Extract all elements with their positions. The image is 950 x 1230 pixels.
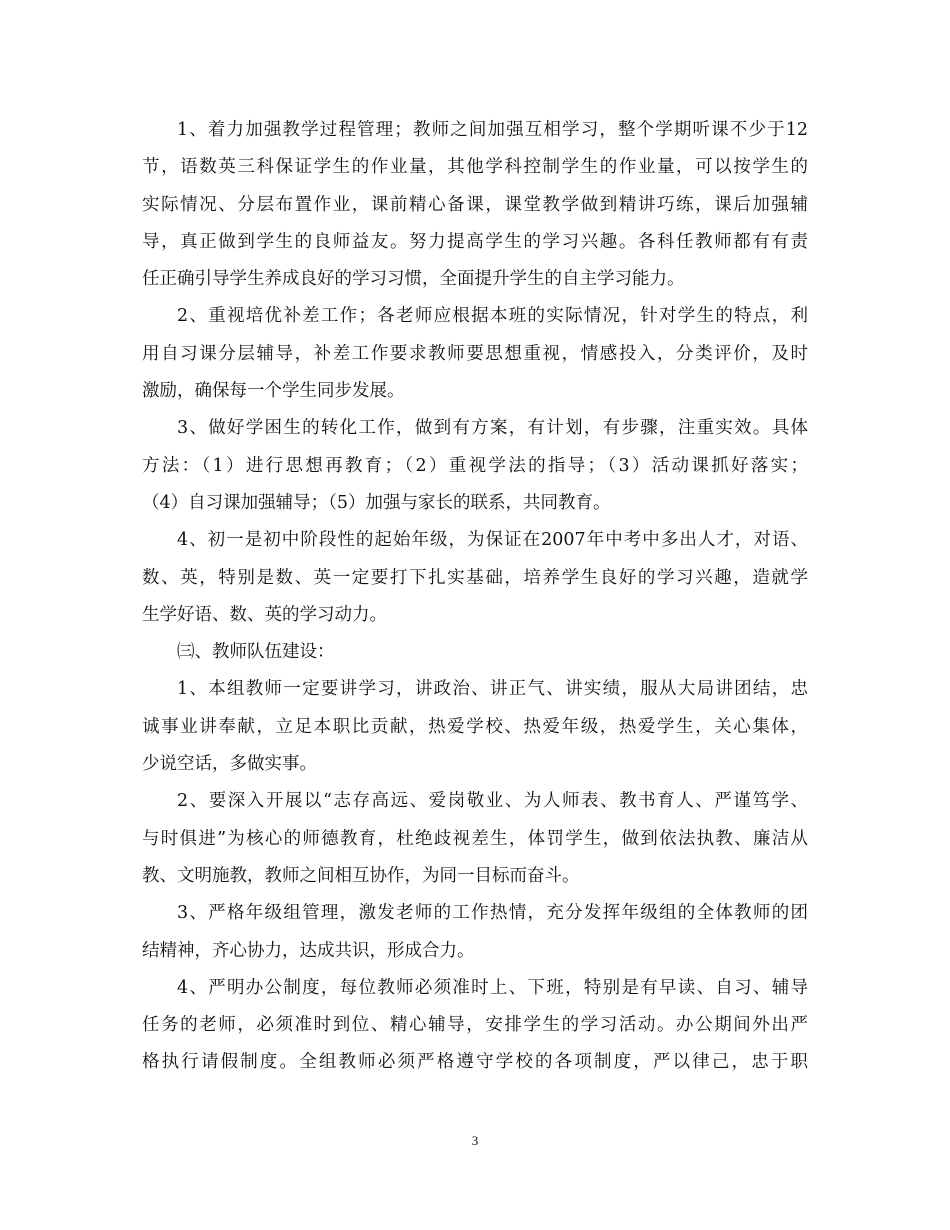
paragraph-line: 教、文明施教，教师之间相互协作，为同一目标而奋斗。: [142, 865, 580, 886]
paragraph-line: 用自习课分层辅导，补差工作要求教师要思想重视，情感投入，分类评价，及时: [142, 343, 808, 364]
paragraph-line: 2、要深入开展以“志存高远、爱岗敬业、为人师表、教书育人、严谨笃学、: [177, 791, 808, 812]
paragraph-line: 实际情况、分层布置作业，课前精心备课，课堂教学做到精讲巧练，课后加强辅: [142, 194, 808, 215]
page-number: 3: [471, 1133, 479, 1148]
paragraph-line: 少说空话，多做实事。: [142, 754, 317, 775]
paragraph-line: 生学好语、数、英的学习动力。: [142, 604, 387, 625]
paragraph-line: 导，真正做到学生的良师益友。努力提高学生的学习兴趣。各科任教师都有有责: [142, 231, 808, 252]
paragraph-line: （4）自习课加强辅导；（5）加强与家长的联系，共同教育。: [142, 492, 611, 513]
paragraph-line: 3、做好学困生的转化工作，做到有方案，有计划，有步骤，注重实效。具体: [177, 418, 808, 439]
paragraph-line: 结精神，齐心协力，达成共识，形成合力。: [142, 940, 475, 961]
paragraph-line: 激励，确保每一个学生同步发展。: [142, 381, 405, 402]
paragraph-line: 诚事业讲奉献，立足本职比贡献，热爱学校、热爱年级，热爱学生，关心集体，: [142, 716, 808, 737]
paragraph-line: 格执行请假制度。全组教师必须严格遵守学校的各项制度，严以律己，忠于职: [142, 1052, 808, 1073]
paragraph-line: 数、英，特别是数、英一定要打下扎实基础，培养学生良好的学习兴趣，造就学: [142, 567, 808, 588]
paragraph-line: 3、严格年级组管理，激发老师的工作热情，充分发挥年级组的全体教师的团: [177, 903, 808, 924]
paragraph-line: 2、重视培优补差工作；各老师应根据本班的实际情况，针对学生的特点，利: [177, 306, 808, 327]
paragraph-line: 1、本组教师一定要讲学习，讲政治、讲正气、讲实绩，服从大局讲团结，忠: [177, 679, 808, 700]
paragraph-line: 与时俱进”为核心的师德教育，杜绝歧视差生，体罚学生，做到依法执教、廉洁从: [142, 828, 808, 849]
paragraph-line: 任务的老师，必须准时到位、精心辅导，安排学生的学习活动。办公期间外出严: [142, 1015, 808, 1036]
paragraph-line: 节，语数英三科保证学生的作业量，其他学科控制学生的作业量，可以按学生的: [142, 157, 808, 178]
paragraph-line: 4、严明办公制度，每位教师必须准时上、下班，特别是有早读、自习、辅导: [177, 977, 808, 998]
paragraph-line: 4、初一是初中阶段性的起始年级，为保证在2007年中考中多出人才，对语、: [177, 530, 808, 551]
paragraph-line: 方法：（1）进行思想再教育；（2）重视学法的指导；（3）活动课抓好落实；: [142, 455, 808, 476]
paragraph-line: 任正确引导学生养成良好的学习习惯，全面提升学生的自主学习能力。: [142, 269, 685, 290]
section-heading: ㈢、教师队伍建设：: [177, 642, 335, 663]
paragraph-line: 1、着力加强教学过程管理；教师之间加强互相学习，整个学期听课不少于12: [177, 120, 808, 140]
body-text: [142, 112, 808, 1082]
